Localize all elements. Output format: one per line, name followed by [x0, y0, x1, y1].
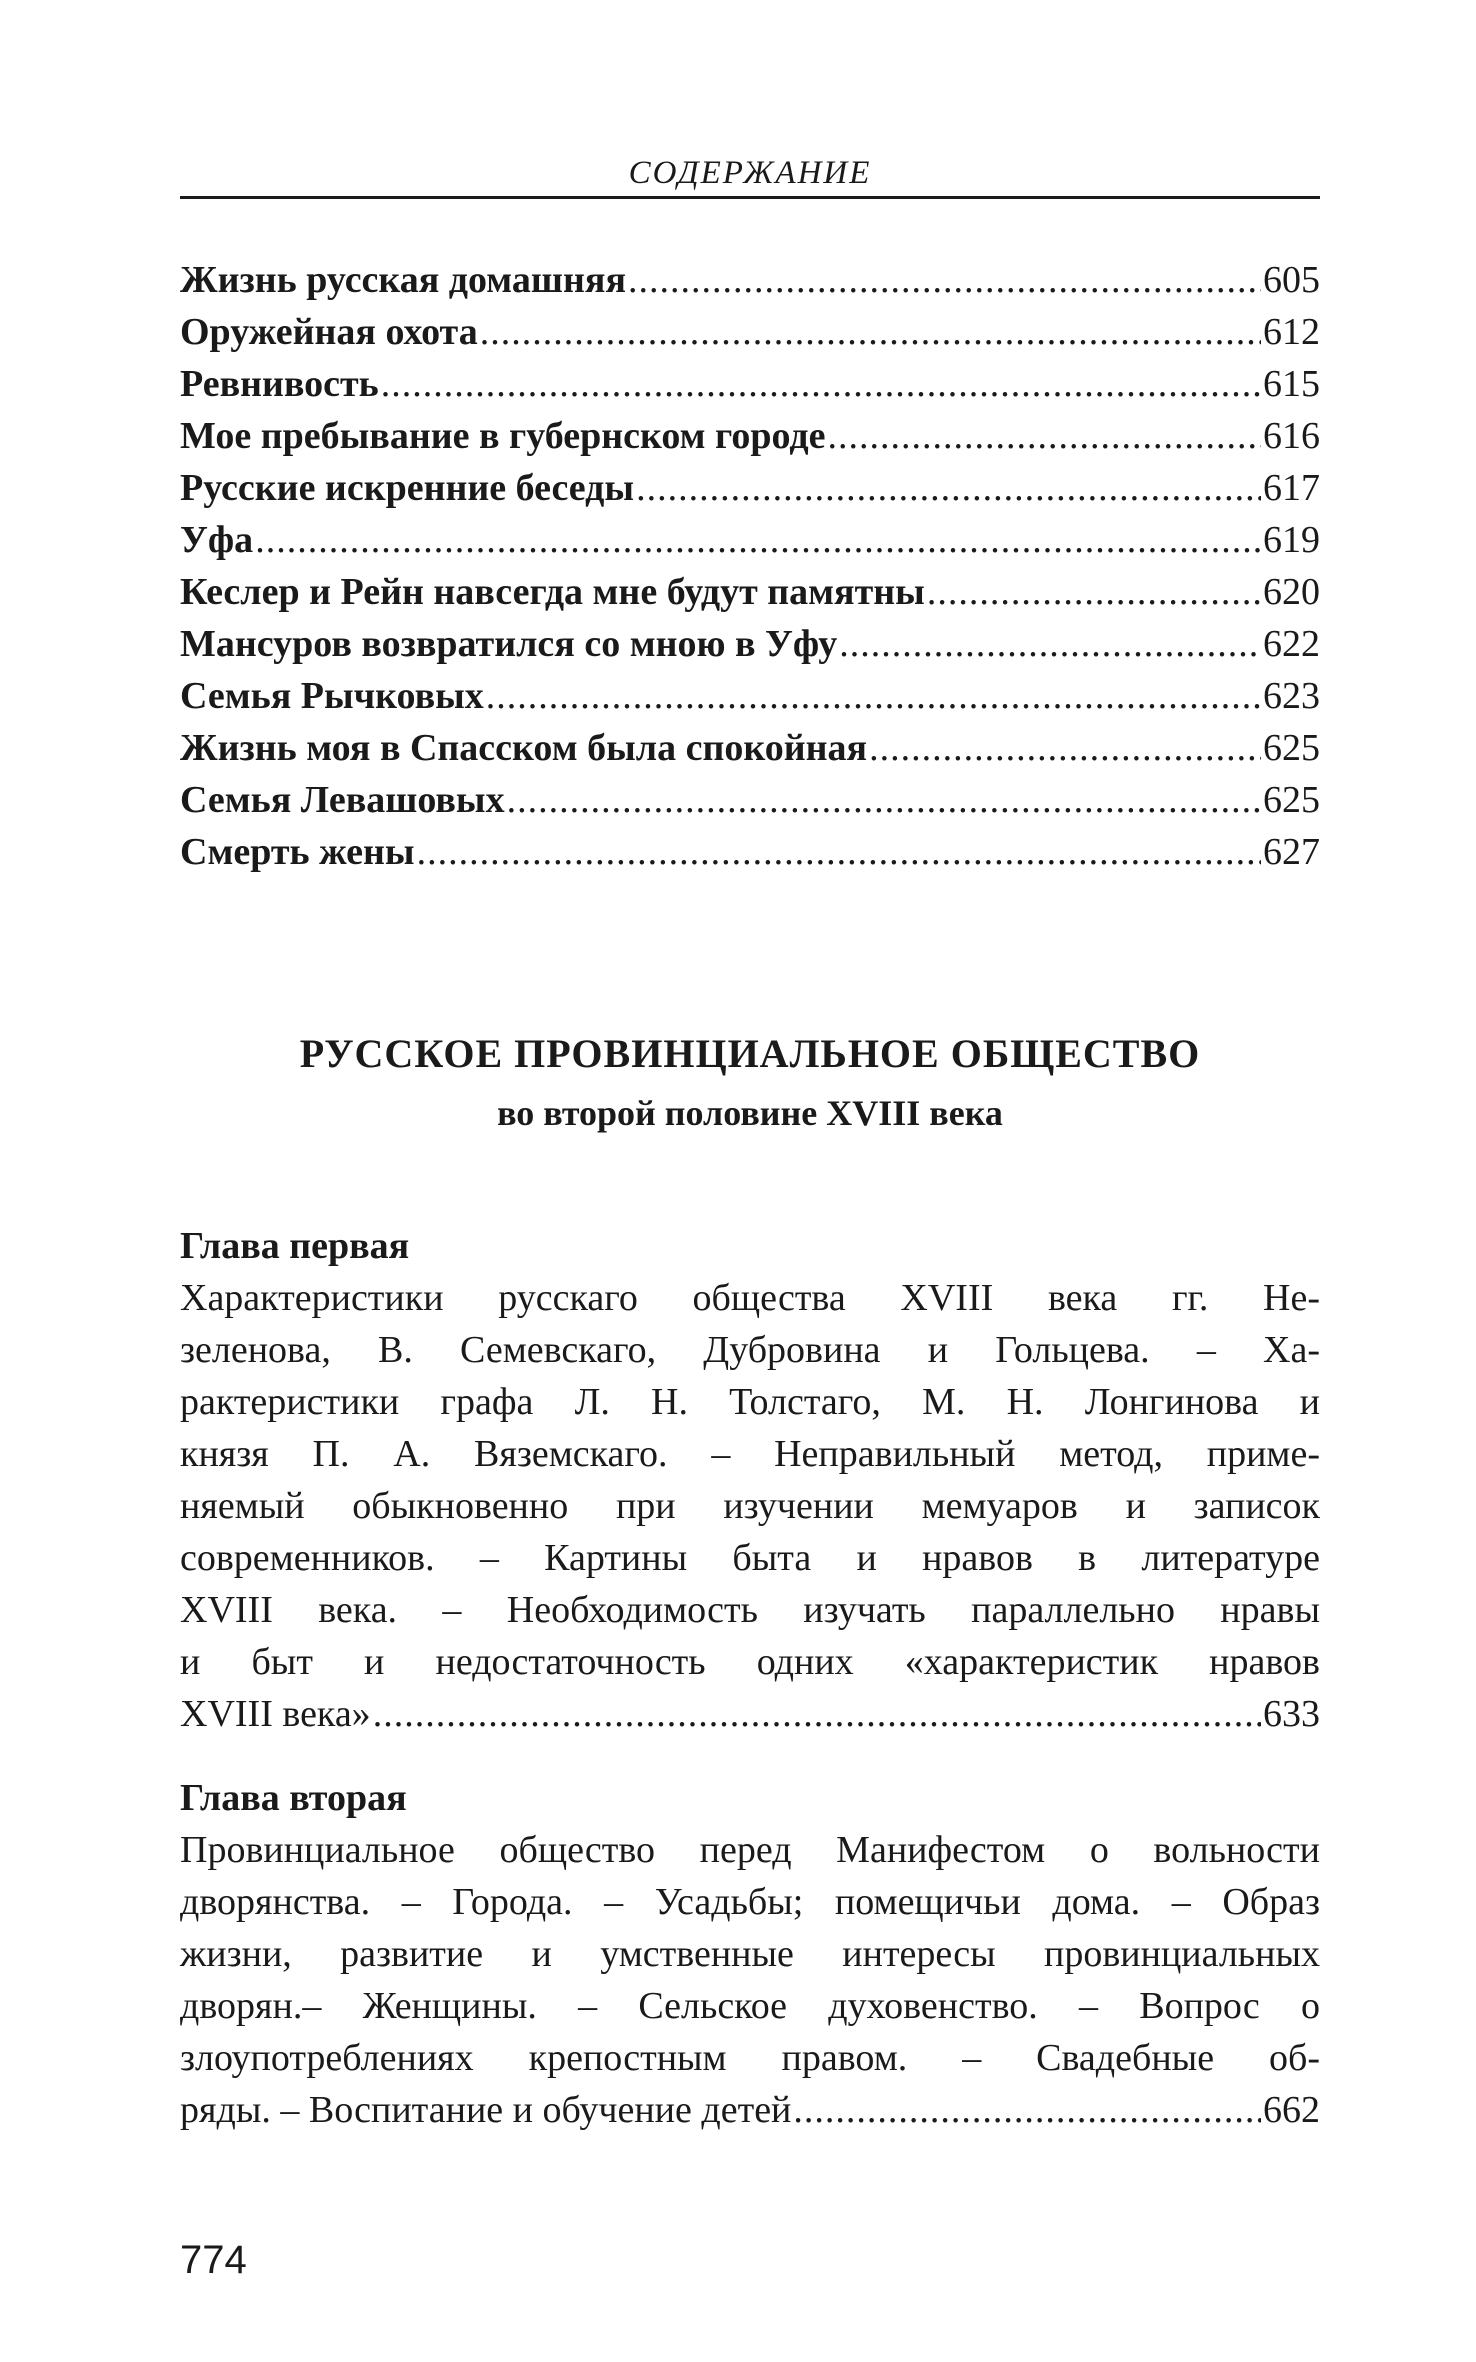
leader-dots	[628, 254, 1261, 306]
toc-entry-page: 627	[1263, 831, 1320, 873]
summary-line: ряды. – Воспитание и обучение детей	[180, 2089, 792, 2131]
summary-line: Провинциальное общество перед Манифестом о вольности	[180, 1829, 1320, 1871]
toc-entry-page: 619	[1263, 519, 1320, 561]
toc-entry-title: Уфа	[180, 519, 254, 561]
section-title: РУССКОЕ ПРОВИНЦИАЛЬНОЕ ОБЩЕСТВО	[299, 1031, 1201, 1076]
summary-last-line	[180, 1688, 1320, 1740]
toc-entry-page: 616	[1263, 415, 1320, 457]
chapter-block[interactable]	[180, 1220, 1320, 1740]
toc-entry-title: Семья Левашовых	[180, 779, 505, 821]
toc-entry-title: Жизнь моя в Спасском была спокойная	[180, 727, 868, 769]
summary-line: дворянства. – Города. – Усадьбы; помещичьи дома. – Образ	[180, 1881, 1320, 1923]
leader-dots	[636, 462, 1261, 514]
summary-line: XVIII века. – Необходимость изучать параллельно нравы	[180, 1589, 1320, 1631]
toc-entry[interactable]	[180, 774, 1320, 826]
leader-dots	[373, 1688, 1261, 1740]
summary-line: жизни, развитие и умственные интересы провинциальных	[180, 1933, 1320, 1975]
summary-line: князя П. А. Вяземскаго. – Неправильный метод, приме-	[180, 1433, 1320, 1475]
summary-line: XVIII века»	[180, 1693, 371, 1735]
leader-dots	[381, 358, 1261, 410]
leader-dots	[793, 2084, 1261, 2136]
chapter-summary	[180, 1272, 1320, 1740]
toc-entry-title: Ревнивость	[180, 363, 379, 405]
section-subtitle: во второй половине XVIII века	[497, 1093, 1003, 1133]
summary-line: и быт и недостаточность одних «характеристик нравов	[180, 1641, 1320, 1683]
toc-entry[interactable]	[180, 462, 1320, 514]
chapter-heading: Глава первая	[180, 1225, 410, 1267]
toc-entry-title: Жизнь русская домашняя	[180, 259, 627, 301]
toc-entry-title: Русские искренние беседы	[180, 467, 635, 509]
toc-entry-title: Смерть жены	[180, 831, 415, 873]
toc-list	[180, 254, 1320, 878]
toc-entry[interactable]	[180, 618, 1320, 670]
toc-entry[interactable]	[180, 566, 1320, 618]
toc-entry-title: Кеслер и Рейн навсегда мне будут памятны	[180, 571, 925, 613]
toc-entry-page: 623	[1263, 675, 1320, 717]
summary-line: злоупотреблениях крепостным правом. – Свадебные об-	[180, 2037, 1320, 2079]
toc-entry-title: Мое пребывание в губернском городе	[180, 415, 826, 457]
chapter-page: 662	[1263, 2089, 1320, 2131]
leader-dots	[839, 618, 1261, 670]
header-rule	[180, 196, 1320, 199]
running-header: СОДЕРЖАНИЕ	[628, 155, 872, 191]
leader-dots	[486, 670, 1261, 722]
toc-entry-page: 625	[1263, 779, 1320, 821]
toc-entry-page: 612	[1263, 311, 1320, 353]
summary-line: зеленова, В. Семевскаго, Дубровина и Гольцева. – Ха-	[180, 1329, 1320, 1371]
toc-entry[interactable]	[180, 306, 1320, 358]
toc-entry-page: 625	[1263, 727, 1320, 769]
toc-entry[interactable]	[180, 670, 1320, 722]
summary-line: дворян.– Женщины. – Сельское духовенство. – Вопрос о	[180, 1985, 1320, 2027]
leader-dots	[255, 514, 1261, 566]
toc-entry[interactable]	[180, 826, 1320, 878]
toc-entry-page: 605	[1263, 259, 1320, 301]
summary-last-line	[180, 2084, 1320, 2136]
leader-dots	[828, 410, 1262, 462]
toc-entry-page: 620	[1263, 571, 1320, 613]
toc-entry-title: Оружейная охота	[180, 311, 478, 353]
summary-line: Характеристики русскаго общества XVIII века гг. Не-	[180, 1277, 1320, 1319]
summary-line: няемый обыкновенно при изучении мемуаров и записок	[180, 1485, 1320, 1527]
toc-entry-title: Мансуров возвратился со мною в Уфу	[180, 623, 838, 665]
toc-entry[interactable]	[180, 410, 1320, 462]
leader-dots	[869, 722, 1261, 774]
summary-line: современников. – Картины быта и нравов в литературе	[180, 1537, 1320, 1579]
leader-dots	[417, 826, 1261, 878]
toc-entry[interactable]	[180, 254, 1320, 306]
leader-dots	[480, 306, 1261, 358]
leader-dots	[507, 774, 1261, 826]
toc-entry[interactable]	[180, 514, 1320, 566]
toc-entry-page: 622	[1263, 623, 1320, 665]
toc-entry-title: Семья Рычковых	[180, 675, 484, 717]
toc-entry-page: 615	[1263, 363, 1320, 405]
toc-entry[interactable]	[180, 358, 1320, 410]
chapter-block[interactable]	[180, 1772, 1320, 2136]
summary-line: рактеристики графа Л. Н. Толстаго, М. Н. Лонгинова и	[180, 1381, 1320, 1423]
page-number: 774	[180, 2238, 247, 2282]
toc-entry-page: 617	[1263, 467, 1320, 509]
chapter-page: 633	[1263, 1693, 1320, 1735]
toc-entry[interactable]	[180, 722, 1320, 774]
leader-dots	[927, 566, 1261, 618]
chapter-heading: Глава вторая	[180, 1777, 407, 1819]
chapter-summary	[180, 1824, 1320, 2136]
